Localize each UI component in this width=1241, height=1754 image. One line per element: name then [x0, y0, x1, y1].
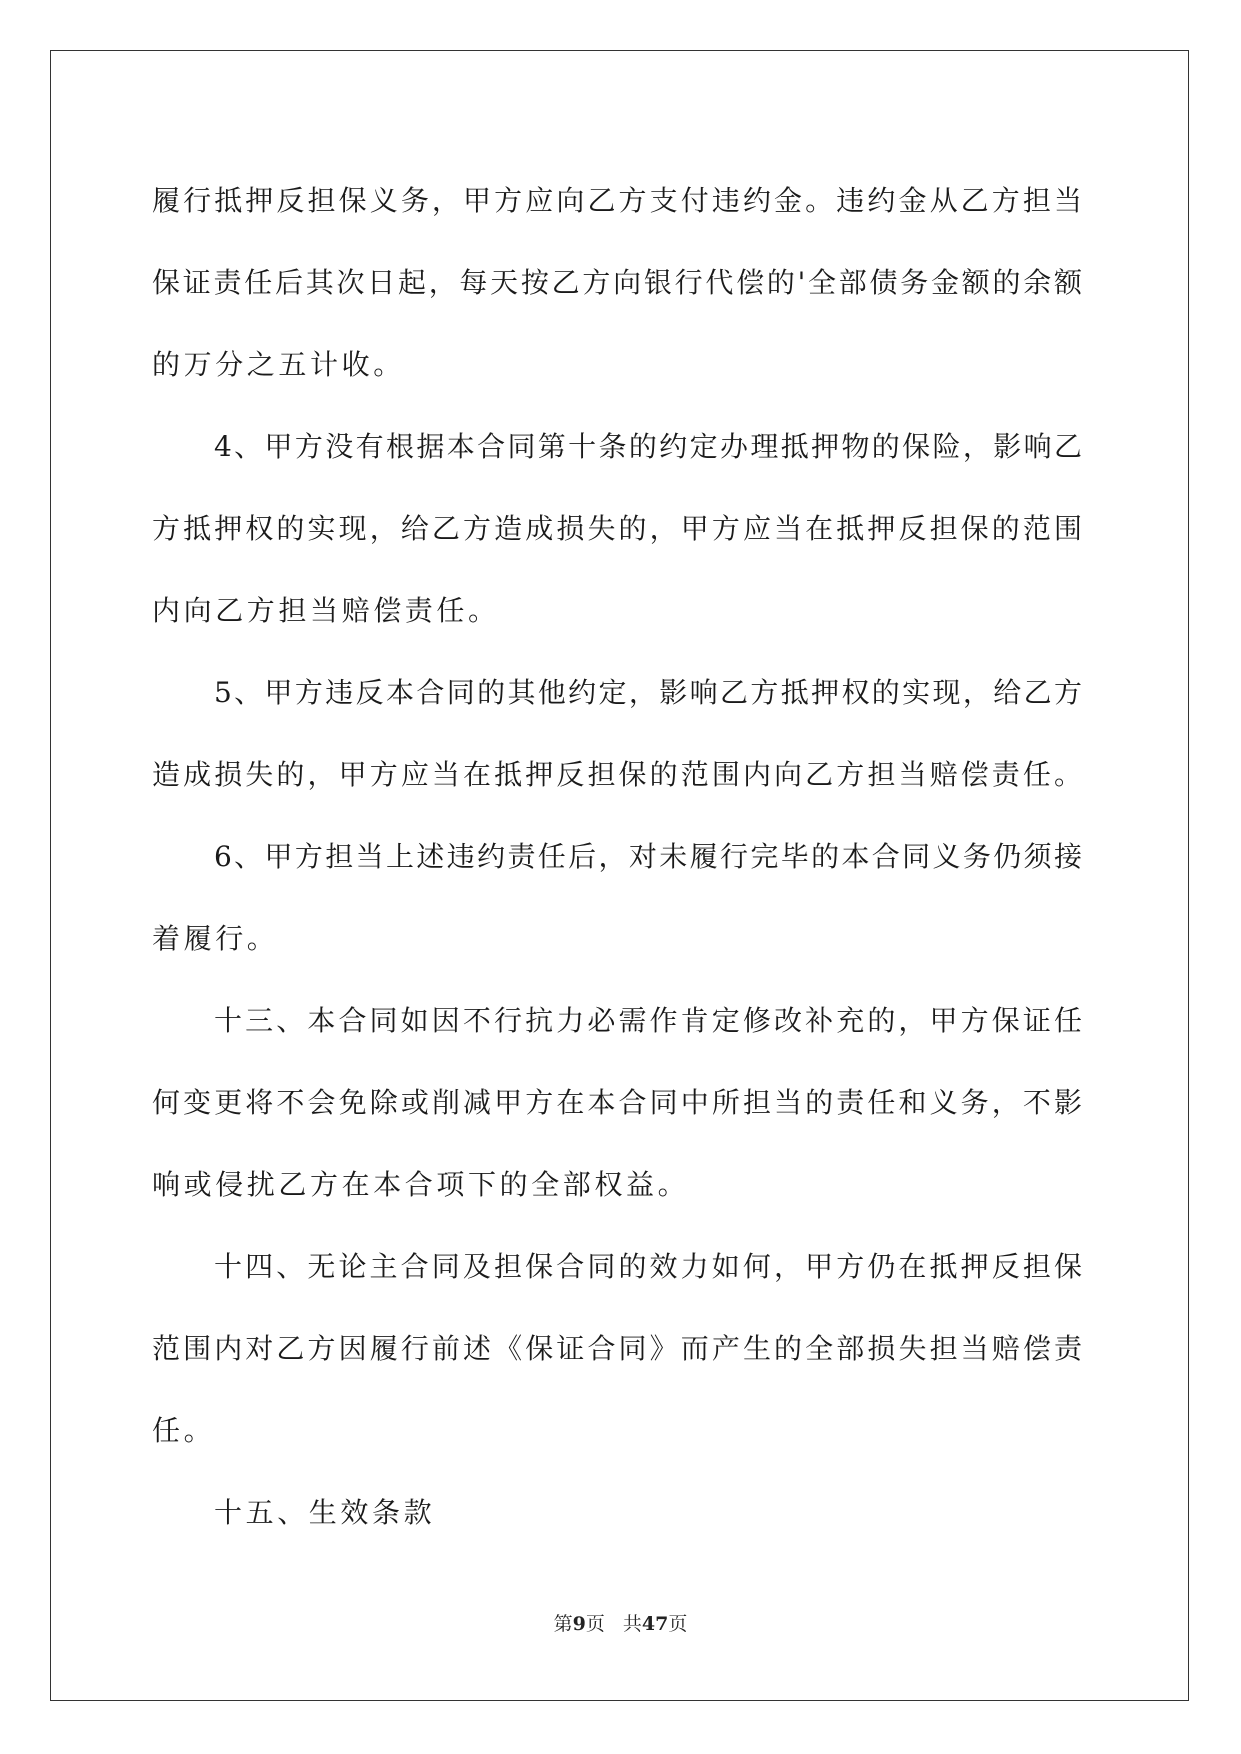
- text-line: 十四、无论主合同及担保合同的效力如何，甲方仍在抵押反担保: [214, 1250, 1082, 1283]
- page-footer: [0, 1609, 1241, 1636]
- text-line: 任。: [152, 1414, 216, 1447]
- section-heading: 十五、生效条款: [214, 1496, 436, 1529]
- text-line: 保证责任后其次日起，每天按乙方向银行代偿的'全部债务金额的余额: [152, 266, 1082, 299]
- text-line: 响或侵扰乙方在本合项下的全部权益。: [152, 1168, 690, 1201]
- page-number: 9: [572, 1613, 586, 1635]
- document-body: [152, 160, 1082, 1554]
- total-suffix: 页: [668, 1613, 688, 1635]
- text-line: 内向乙方担当赔偿责任。: [152, 594, 500, 627]
- total-pages: 47: [641, 1613, 669, 1635]
- total-prefix: 共: [622, 1613, 642, 1635]
- text-line: 何变更将不会免除或削减甲方在本合同中所担当的责任和义务，不影: [152, 1086, 1082, 1119]
- text-line: 的万分之五计收。: [152, 348, 405, 381]
- text-line: 方抵押权的实现，给乙方造成损失的，甲方应当在抵押反担保的范围: [152, 512, 1082, 545]
- text-line: 着履行。: [152, 922, 279, 955]
- text-line: 履行抵押反担保义务，甲方应向乙方支付违约金。违约金从乙方担当: [152, 184, 1082, 217]
- page-prefix: 第: [553, 1613, 573, 1635]
- text-line: 造成损失的，甲方应当在抵押反担保的范围内向乙方担当赔偿责任。: [152, 758, 1082, 791]
- text-line: 6、甲方担当上述违约责任后，对未履行完毕的本合同义务仍须接: [214, 840, 1082, 873]
- text-line: 5、甲方违反本合同的其他约定，影响乙方抵押权的实现，给乙方: [214, 676, 1082, 709]
- text-line: 十三、本合同如因不行抗力必需作肯定修改补充的，甲方保证任: [214, 1004, 1082, 1037]
- page-suffix: 页: [585, 1613, 605, 1635]
- text-line: 范围内对乙方因履行前述《保证合同》而产生的全部损失担当赔偿责: [152, 1332, 1082, 1365]
- text-line: 4、甲方没有根据本合同第十条的约定办理抵押物的保险，影响乙: [214, 430, 1082, 463]
